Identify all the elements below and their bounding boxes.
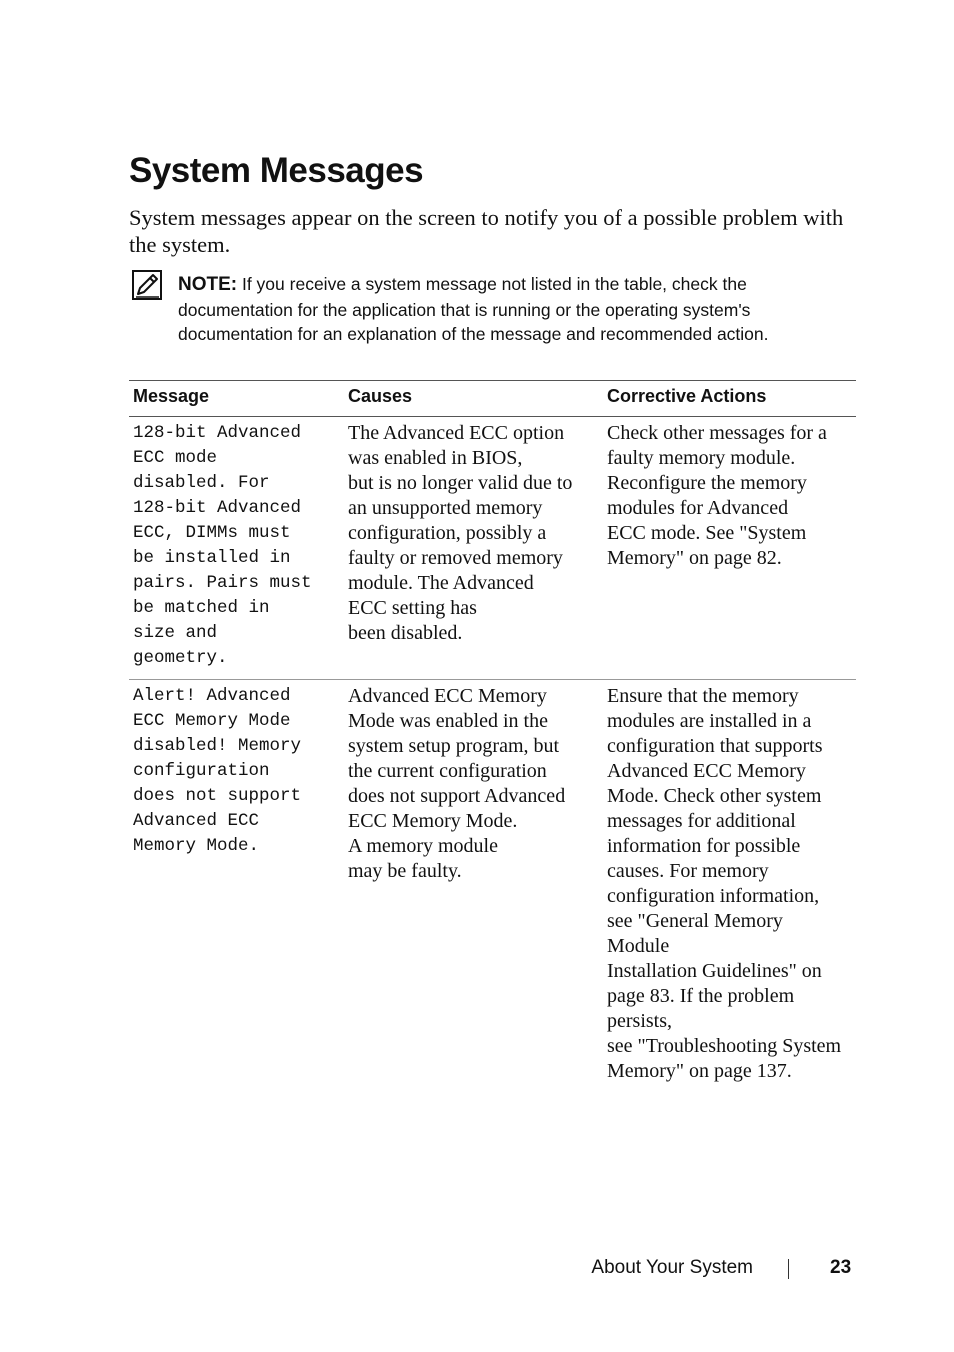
system-messages-table xyxy=(129,380,856,1092)
page-title: System Messages xyxy=(129,151,424,190)
footer-section-title: About Your System xyxy=(591,1257,753,1278)
actions-cell: Ensure that the memory modules are installed in a configuration that supports Advanced ECC Memory Mode. Check other system messages for additional information for possible causes. For memory configuration information, see "General Memory Module Installation Guidelines" on page 83. If the problem persists, see "Troubleshooting System Memory" on page 137. xyxy=(607,685,842,1082)
message-cell: 128-bit Advanced ECC mode disabled. For 128-bit Advanced ECC, DIMMs must be installed in pairs. Pairs must be matched in size and geometry. xyxy=(133,423,312,668)
causes-cell: Advanced ECC Memory Mode was enabled in the system setup program, but the current configuration does not support Advanced ECC Memory Mode. A memory module may be faulty. xyxy=(348,685,566,882)
note-body: If you receive a system message not listed in the table, check the documentation for the application that is running or the operating system's documentation for an explanation of the message and recommended action. xyxy=(178,274,769,344)
table-row xyxy=(129,680,856,1093)
table-header-row xyxy=(129,381,856,417)
note-label: NOTE: xyxy=(178,274,238,295)
note-text xyxy=(178,272,828,347)
message-cell: Alert! Advanced ECC Memory Mode disabled! Memory configuration does not support Advanced ECC Memory Mode. xyxy=(133,686,302,856)
header-causes: Causes xyxy=(348,386,413,406)
actions-cell: Check other messages for a faulty memory module. Reconfigure the memory modules for Advanced ECC mode. See "System Memory" on page 82. xyxy=(607,422,827,569)
page-number: 23 xyxy=(830,1257,852,1278)
note-pencil-icon xyxy=(132,270,162,300)
footer-divider xyxy=(788,1259,789,1279)
page-footer xyxy=(0,1255,954,1281)
header-corrective-actions: Corrective Actions xyxy=(607,386,767,406)
header-message: Message xyxy=(133,386,210,406)
intro-paragraph: System messages appear on the screen to notify you of a possible problem with the system. xyxy=(129,205,844,257)
table-row xyxy=(129,417,856,680)
causes-cell: The Advanced ECC option was enabled in BIOS, but is no longer valid due to an unsupported memory configuration, possibly a faulty or removed memory module. The Advanced ECC setting has been disabled. xyxy=(348,422,573,644)
